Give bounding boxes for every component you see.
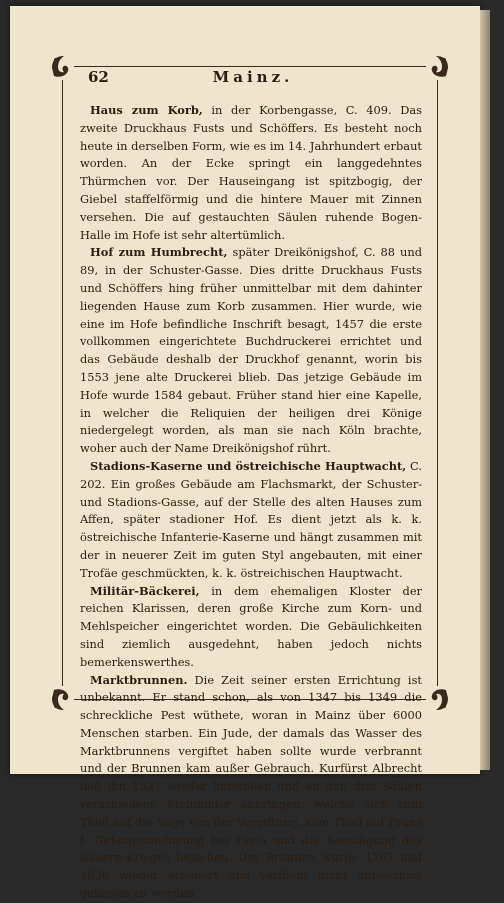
page-header: [88, 68, 418, 90]
frame-line-left: [62, 80, 63, 686]
corner-ornament-icon: [50, 686, 76, 712]
entry-heading: Haus zum Korb,: [90, 103, 203, 117]
corner-ornament-icon: [424, 686, 450, 712]
entry-text: C. 202. Ein großes Gebäude am Flachsmarkt, der Schuster- und Stadions-Gasse, auf der Stelle des alten Hauses zum Affen, später stadioner Hof. Es dient jetzt als k. k. östreichische Infanterie-Kaserne und hängt zusammen mit der in neuerer Zeit im guten Styl angebauten, mit einer Trofäe geschmückten, k. k. östreichischen Hauptwacht.: [80, 458, 422, 580]
entry-text: Die Zeit seiner ersten Errichtung ist unbekannt. Er stand schon, als von 1347 bis 1349 die schreckliche Pest wüthete, woran in Mainz über 6000 Menschen starben. Ein Jude, der damals das Wasser des Marktbrunnens vergiftet haben sollte wurde verbrannt und der Brunnen kam außer Gebrauch. Kurfürst Albrecht ließ ihn 1527 wieder herstellen und an den drei Säulen verschiedene Steinbilder anbringen, welche sich zum Theil auf die Sage von der Vergiftung, zum Theil auf Franz I. Gefangennehmung bei Pavia und die Beendigung des Bauern-Krieges beziehen. Der Brunnen wurde 1767 und 1836 wieder erneuert und verdient nicht unbeachtet gelassen zu werden.: [80, 672, 422, 901]
corner-ornament-icon: [50, 54, 76, 80]
entry-text: in dem ehemaligen Kloster der reichen Klarissen, deren große Kirche zum Korn- und Mehlspeicher eingerichtet worden. Die Gebäulichkeiten sind ziemlich ausgedehnt, haben jedoch nichts bemerkenswerthes.: [80, 583, 422, 669]
running-title: Mainz.: [212, 68, 294, 86]
body-text: [80, 102, 422, 903]
entry-heading: Militär-Bäckerei,: [90, 583, 200, 598]
entry-text: in der Korbengasse, C. 409. Das zweite Druckhaus Fusts und Schöffers. Es besteht noch heute in derselben Form, wie es im 14. Jahrhundert erbaut worden. An der Ecke springt ein langgedehntes Thürmchen vor. Der Hauseingang ist spitzbogig, der Giebel staffelförmig und die hintere Mauer mit Zinnen versehen. Die auf gestauchten Säulen ruhende Bogen-Halle im Hofe ist sehr altertümlich.: [80, 103, 422, 242]
page-edge: [480, 10, 490, 770]
entry-heading: Stadions-Kaserne und östreichische Hauptwacht,: [90, 458, 407, 473]
entry-heading: Hof zum Humbrecht,: [90, 245, 228, 260]
paragraph-haus-zum-korb: [80, 102, 422, 244]
entry-heading: Marktbrunnen.: [90, 672, 188, 687]
corner-ornament-icon: [424, 54, 450, 80]
paragraph-militaer-baeckerei: [80, 583, 422, 672]
page-number: 62: [88, 68, 109, 86]
frame-line-right: [437, 80, 438, 686]
paragraph-marktbrunnen: [80, 672, 422, 903]
frame-line-top: [74, 66, 426, 67]
entry-text: später Dreikönigshof, C. 88 und 89, in der Schuster-Gasse. Dies dritte Druckhaus Fusts und Schöffers hing früher unmittelbar mit dem dahinter liegenden Hause zum Korb zusammen. Hier wurde, wie eine im Hofe befindliche Inschrift besagt, 1457 die erste vollkommen eingerichtete Buchdruckerei errichtet und das Gebäude deshalb der Druckhof genannt, worin bis 1553 jene alte Druckerei blieb. Das jetzige Gebäude im Hofe wurde 1584 gebaut. Früher stand hier eine Kapelle, in welcher die Reliquien der heiligen drei Könige niedergelegt worden, als man sie nach Köln brachte, woher auch der Name Dreikönigshof rührt.: [80, 245, 422, 456]
paragraph-stadions-kaserne: [80, 458, 422, 583]
paragraph-hof-zum-humbrecht: [80, 244, 422, 458]
